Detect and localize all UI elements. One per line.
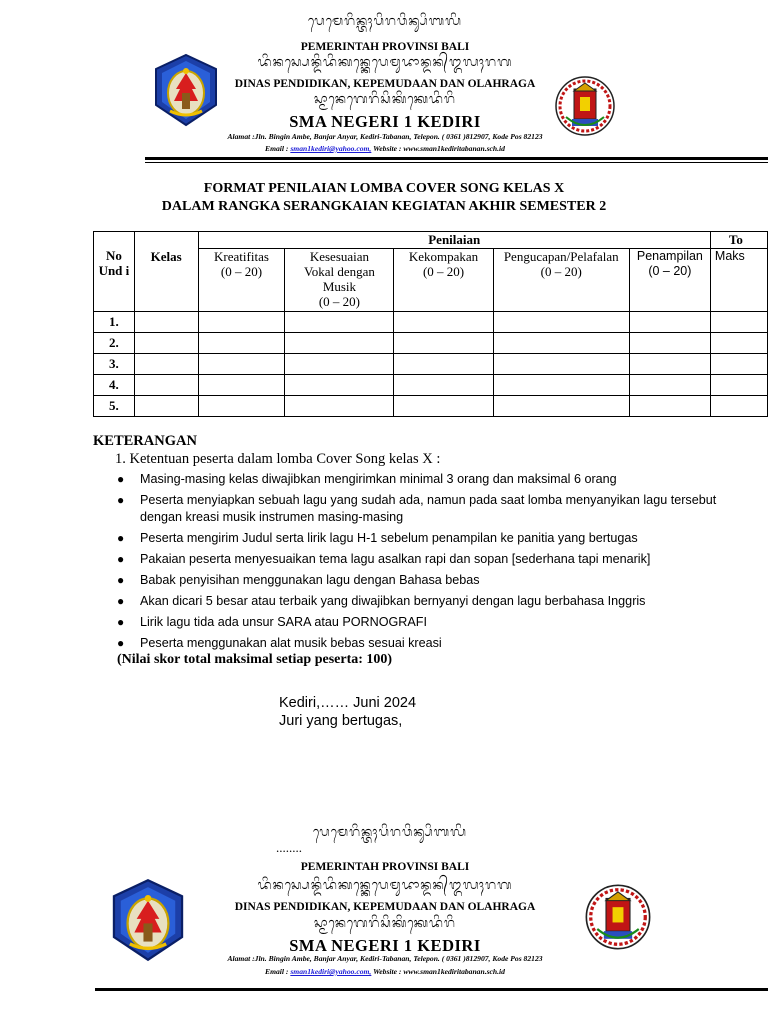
cell-score[interactable] [629,333,710,354]
cell-kelas[interactable] [134,354,198,375]
signer-role: Juri yang bertugas, [279,713,403,729]
cell-score[interactable] [285,354,394,375]
list-item: ● Masing-masing kelas diwajibkan mengirimkan minimal 3 orang dan maksimal 6 orang [117,472,617,486]
cell-score[interactable] [493,396,629,417]
table-row [94,396,768,417]
cell-score[interactable] [394,312,493,333]
contact-line [150,968,620,976]
bullet-icon: ● [117,615,125,629]
criterion-kekompakan: Kekompakan (0 – 20) [394,249,493,312]
cell-score[interactable] [198,333,285,354]
cell-total[interactable] [710,375,767,396]
total-score-note: (Nilai skor total maksimal setiap peserta: 100) [117,652,393,667]
letterhead-divider [145,157,768,160]
table-row [94,375,768,396]
header-kelas: Kelas [134,232,198,312]
cell-score[interactable] [394,396,493,417]
cell-score[interactable] [285,396,394,417]
notes-item-1: 1. Ketentuan peserta dalam lomba Cover Song kelas X : [115,451,441,467]
header-penilaian: Penilaian [198,232,710,249]
list-item: ● Pakaian peserta menyesuaikan tema lagu asalkan rapi dan sopan [sederhana tapi menarik] [117,552,651,566]
criterion-penampilan: Penampilan (0 – 20) [629,249,710,312]
balinese-script-line-2: ᬤᬶᬦᬲ᭄ᬧᬾᬦ᭄ᬤᬶᬤᬶᬓᬦ᭄ᬓᬾᬧᬾᬫᬸᬤᬵᬦ᭄ᬤᬦ᭄ᬑᬮᬄᬭᬕ [257,878,513,893]
criterion-pengucapan: Pengucapan/Pelafalan (0 – 20) [493,249,629,312]
government-name: PEMERINTAH PROVINSI BALI [300,41,470,53]
cell-total[interactable] [710,312,767,333]
cell-score[interactable] [198,354,285,375]
cell-score[interactable] [629,354,710,375]
row-number: 1. [94,312,135,333]
cell-score[interactable] [285,375,394,396]
letterhead-bottom [0,825,768,976]
cell-score[interactable] [285,333,394,354]
cell-score[interactable] [394,354,493,375]
row-number: 3. [94,354,135,375]
bullet-icon: ● [117,594,125,608]
balinese-script-line-1: ᬧᬾᬫᬾᬭᬶᬦ᭄ᬢᬄᬧᬶᬭᬯᬶᬦ᭄ᬲᬶᬩᬮᬶ [307,14,463,29]
cell-score[interactable] [629,312,710,333]
cell-total[interactable] [710,396,767,417]
notes-heading: KETERANGAN [93,433,197,449]
cell-kelas[interactable] [134,312,198,333]
cell-score[interactable] [394,333,493,354]
cell-score[interactable] [493,312,629,333]
table-row [94,312,768,333]
school-name: SMA NEGERI 1 KEDIRI [289,112,481,131]
table-row [94,333,768,354]
department-name: DINAS PENDIDIKAN, KEPEMUDAAN DAN OLAHRAGA [234,78,536,90]
contact-line [150,145,620,153]
list-item: ● Peserta menggunakan alat musik bebas sesuai kreasi [117,636,442,650]
balinese-script-line-2: ᬤᬶᬦᬲ᭄ᬧᬾᬦ᭄ᬤᬶᬤᬶᬓᬦ᭄ᬓᬾᬧᬾᬫᬸᬤᬵᬦ᭄ᬤᬦ᭄ᬑᬮᬄᬭᬕ [257,55,513,70]
header-total: To [710,232,767,249]
email-link[interactable]: sman1kediri@yahoo.com, [290,967,372,976]
bullet-icon: ● [117,493,125,507]
cell-score[interactable] [629,375,710,396]
list-item: ● Lirik lagu tida ada unsur SARA atau PORNOGRAFI [117,615,427,629]
cell-kelas[interactable] [134,375,198,396]
scoring-table [93,231,768,417]
form-title-line-2: DALAM RANGKA SERANGKAIAN KEGIATAN AKHIR SEMESTER 2 [161,199,607,214]
website-text: Website : www.sman1kediritabanan.sch.id [371,967,505,976]
email-label: Email : [265,144,291,153]
cell-score[interactable] [493,354,629,375]
table-row [94,354,768,375]
school-emblem [582,882,654,952]
email-label: Email : [265,967,291,976]
cell-score[interactable] [394,375,493,396]
list-item: ● Babak penyisihan menggunakan lagu dengan Bahasa bebas [117,573,480,587]
balinese-script-line-3: ᬲ᭄ᬫᬵᬦᬾᬕᬾᬭᬶᬲᬶᬓᬶᬓᬾᬤᬶᬭᬶ [314,916,456,931]
header-no-undi: No Und i [94,232,135,312]
bullet-icon: ● [117,573,125,587]
rules-list [93,471,740,656]
school-address: Alamat :Jln. Bingin Ambe, Banjar Anyar, Kediri-Tabanan, Telepon. ( 0361 )812907, Kode Pos 82123 [227,132,543,141]
criterion-kreatifitas: Kreatifitas (0 – 20) [198,249,285,312]
balinese-script-line-3: ᬲ᭄ᬫᬵᬦᬾᬕᬾᬭᬶᬲᬶᬓᬶᬓᬾᬤᬶᬭᬶ [314,92,456,107]
row-number: 5. [94,396,135,417]
balinese-script-line-1: ᬧᬾᬫᬾᬭᬶᬦ᭄ᬢᬄᬧᬶᬭᬯᬶᬦ᭄ᬲᬶᬩᬮᬶ [312,825,468,840]
list-item: ● Akan dicari 5 besar atau terbaik yang diwajibkan bernyanyi dengan lagu berbahasa Inggris [117,594,646,608]
bullet-icon: ● [117,531,125,545]
email-link[interactable]: sman1kediri@yahoo.com, [290,144,372,153]
cell-kelas[interactable] [134,333,198,354]
row-number: 2. [94,333,135,354]
cell-total[interactable] [710,354,767,375]
footer-divider [95,988,768,991]
school-address: Alamat :Jln. Bingin Ambe, Banjar Anyar, Kediri-Tabanan, Telepon. ( 0361 )812907, Kode Pos 82123 [227,954,543,963]
cell-score[interactable] [493,333,629,354]
list-item: ● Peserta mengirim Judul serta lirik lagu H-1 sebelum penampilan ke panitia yang bertugas [117,531,638,545]
criterion-kesesuaian: Kesesuaian Vokal dengan Musik (0 – 20) [285,249,394,312]
bali-province-logo [108,878,188,962]
place-date: Kediri,…… Juni 2024 [279,695,417,711]
cell-total[interactable] [710,333,767,354]
letterhead-divider-thin [145,162,768,163]
cell-score[interactable] [198,396,285,417]
website-text: Website : www.sman1kediritabanan.sch.id [371,144,505,153]
letterhead-top [0,14,768,153]
form-title-line-1: FORMAT PENILAIAN LOMBA COVER SONG KELAS X [203,181,565,196]
cell-kelas[interactable] [134,396,198,417]
notes-section [93,433,768,667]
total-maks: Maks [710,249,767,312]
cell-score[interactable] [198,312,285,333]
cell-score[interactable] [285,312,394,333]
bullet-icon: ● [117,472,125,486]
dots-leader: ........ [276,840,302,855]
bullet-icon: ● [117,552,125,566]
cell-score[interactable] [198,375,285,396]
department-name: DINAS PENDIDIKAN, KEPEMUDAAN DAN OLAHRAGA [234,901,536,913]
bullet-icon: ● [117,636,125,650]
school-name: SMA NEGERI 1 KEDIRI [289,936,481,955]
row-number: 4. [94,375,135,396]
government-name: PEMERINTAH PROVINSI BALI [300,861,470,873]
cell-score[interactable] [493,375,629,396]
cell-score[interactable] [629,396,710,417]
list-item: ● Peserta menyiapkan sebuah lagu yang sudah ada, namun pada saat lomba menyanyikan lagu tersebut dengan kreasi musik instrumen masing-masing [117,493,717,524]
signature-block [279,694,416,730]
